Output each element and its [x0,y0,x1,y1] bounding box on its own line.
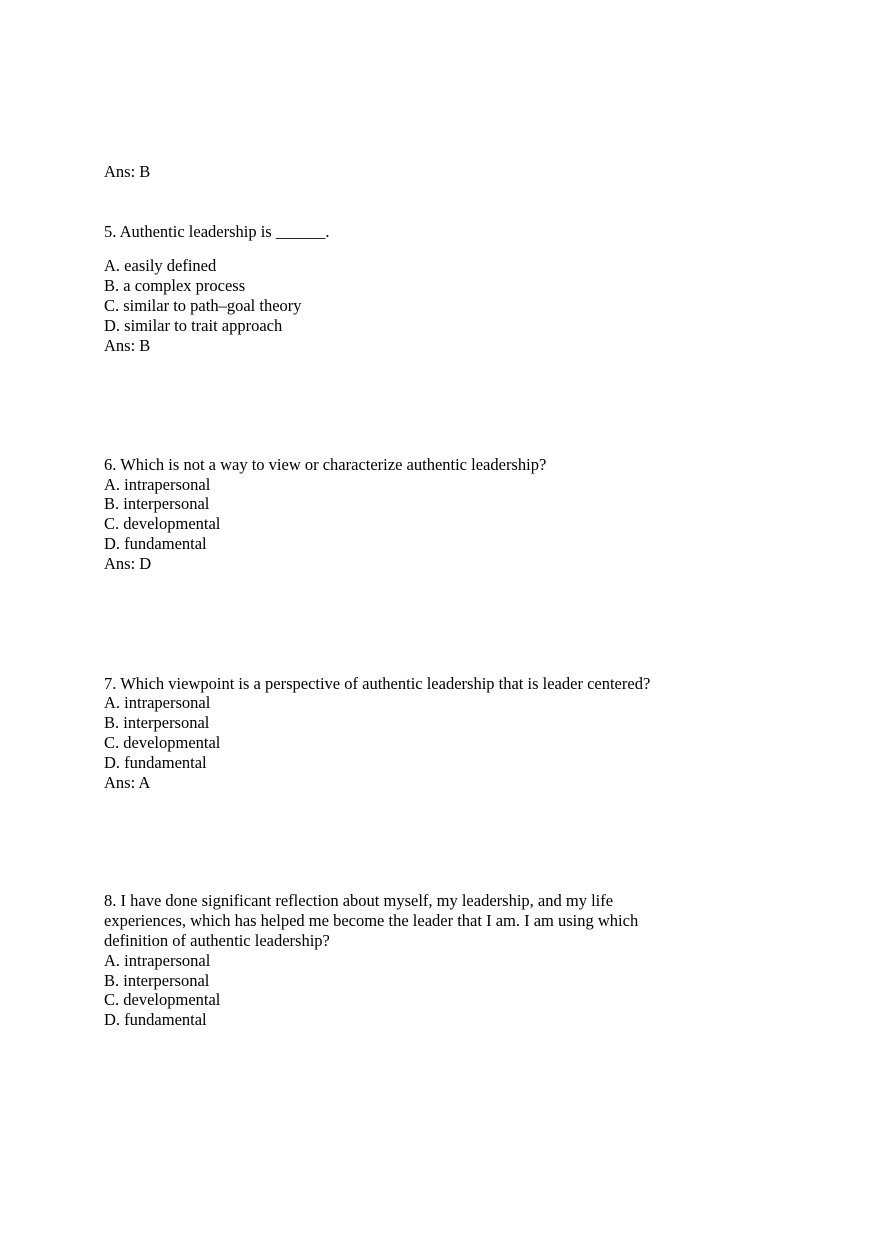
question-7-option-d: D. fundamental [104,753,207,772]
question-8-option-c: C. developmental [104,990,221,1009]
question-8-text-line-3: definition of authentic leadership? [104,931,330,950]
question-5-answer: Ans: B [104,336,151,355]
question-6-option-a: A. intrapersonal [104,475,211,494]
question-5-option-c: C. similar to path–goal theory [104,296,302,315]
question-5-option-b: B. a complex process [104,276,246,295]
question-8-option-b: B. interpersonal [104,971,210,990]
question-8-option-d: D. fundamental [104,1010,207,1029]
question-7-option-c: C. developmental [104,733,221,752]
question-5-option-d: D. similar to trait approach [104,316,283,335]
question-6-text: 6. Which is not a way to view or characterize authentic leadership? [104,455,547,474]
question-6-answer: Ans: D [104,554,152,573]
question-7-option-a: A. intrapersonal [104,693,211,712]
question-7-answer: Ans: A [104,773,151,792]
question-5-text: 5. Authentic leadership is ______. [104,222,330,241]
question-6-option-c: C. developmental [104,514,221,533]
previous-answer: Ans: B [104,162,151,181]
question-5-option-a: A. easily defined [104,256,217,275]
question-8-text-line-1: 8. I have done significant reflection about myself, my leadership, and my life [104,891,614,910]
question-7-text: 7. Which viewpoint is a perspective of authentic leadership that is leader centered? [104,674,651,693]
question-7-option-b: B. interpersonal [104,713,210,732]
question-6-option-b: B. interpersonal [104,494,210,513]
question-8-text-line-2: experiences, which has helped me become the leader that I am. I am using which [104,911,639,930]
question-8-option-a: A. intrapersonal [104,951,211,970]
question-6-option-d: D. fundamental [104,534,207,553]
